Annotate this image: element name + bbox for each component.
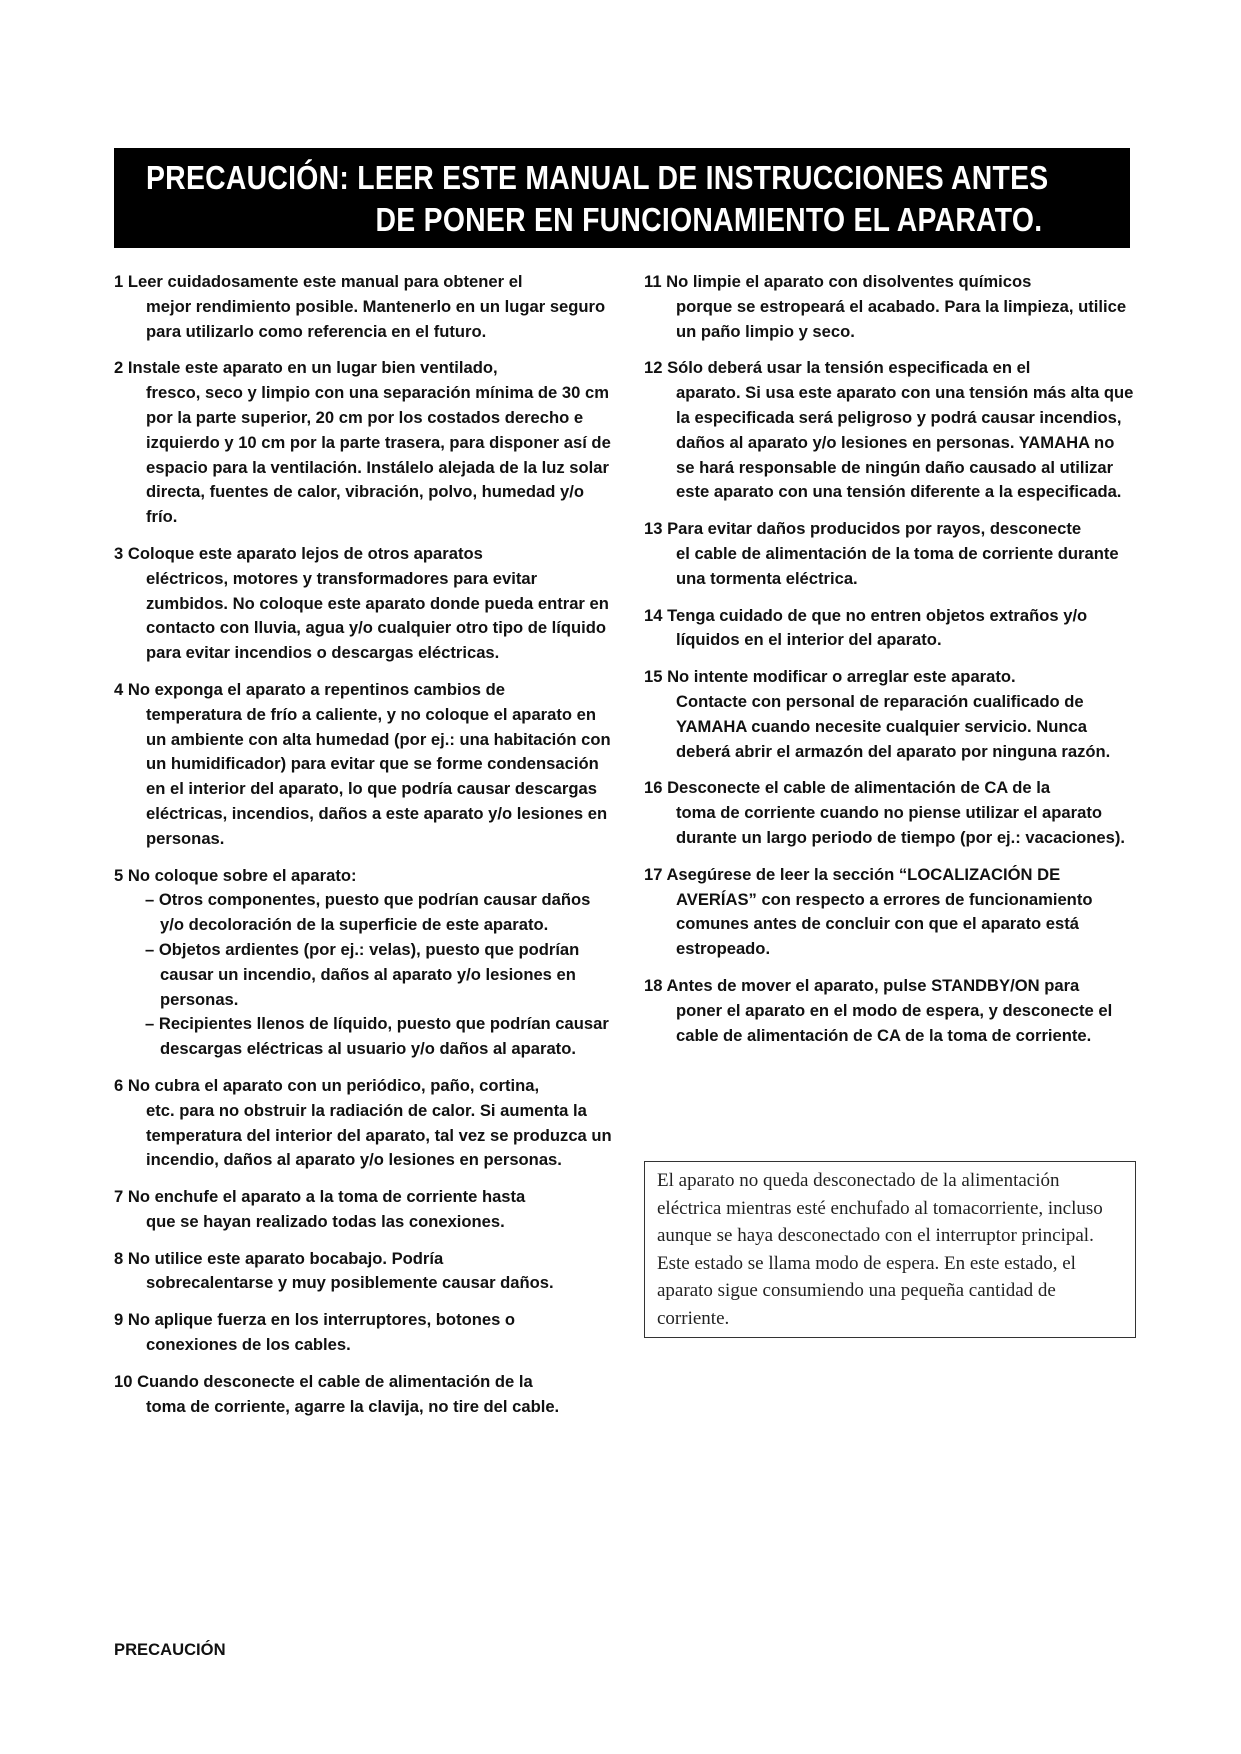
- item-text: temperatura de frío a caliente, y no coloque el aparato en un ambiente con alta humedad (por ej.: una habitación con un humidificador) para evitar que se forme condensación en el interior del aparato, lo que podría causar descargas eléctricas, incendios, daños a este aparato y/o lesiones en personas.: [146, 704, 611, 848]
- precaution-item-7: [114, 1185, 614, 1235]
- precaution-item-1: [114, 270, 614, 344]
- precaution-item-18: [644, 974, 1134, 1048]
- precaution-item-15: [644, 665, 1134, 764]
- item-text: Contacte con personal de reparación cualificado de YAMAHA cuando necesite cualquier servicio. Nunca deberá abrir el armazón del aparato por ninguna razón.: [676, 691, 1111, 761]
- item-text: aparato. Si usa este aparato con una tensión más alta que la especificada será peligroso y podrá causar incendios, daños al aparato y/o lesiones en personas. YAMAHA no se hará responsable de ningún daño causado al utilizar este aparato con una tensión diferente a la especificada.: [676, 383, 1134, 502]
- item-lead: 8 No utilice este aparato bocabajo. Podría: [114, 1248, 444, 1268]
- item-lead: 17 Asegúrese de leer la sección “LOCALIZACIÓN DE: [644, 864, 1061, 884]
- item-lead: 6 No cubra el aparato con un periódico, paño, cortina,: [114, 1075, 540, 1095]
- item-text: líquidos en el interior del aparato.: [676, 630, 942, 650]
- item-lead: 18 Antes de mover el aparato, pulse STANDBY/ON para: [644, 975, 1080, 995]
- item-lead: 4 No exponga el aparato a repentinos cambios de: [114, 679, 505, 699]
- item-text: conexiones de los cables.: [146, 1335, 351, 1355]
- page-footer-label: PRECAUCIÓN: [114, 1640, 226, 1659]
- item-lead: 2 Instale este aparato en un lugar bien ventilado,: [114, 358, 498, 378]
- item-text: sobrecalentarse y muy posiblemente causar daños.: [146, 1273, 554, 1293]
- precaution-item-3: [114, 542, 614, 666]
- precaution-item-14: [644, 604, 1134, 654]
- item-text: toma de corriente cuando no piense utilizar el aparato durante un largo periodo de tiempo (por ej.: vacaciones).: [676, 803, 1126, 847]
- item-text: poner el aparato en el modo de espera, y desconecte el cable de alimentación de CA de la toma de corriente.: [676, 1000, 1113, 1045]
- precaution-item-13: [644, 517, 1134, 591]
- precaution-item-5: [114, 864, 614, 1062]
- header-line-1: PRECAUCIÓN: LEER ESTE MANUAL DE INSTRUCCIONES ANTES: [146, 159, 1049, 196]
- item-text: fresco, seco y limpio con una separación mínima de 30 cm por la parte superior, 20 cm por los costados derecho e izquierdo y 10 cm por la parte trasera, para disponer así de espacio para la ventilación. Instálelo alejada de la luz solar directa, fuentes de calor, vibración, polvo, humedad y/o frío.: [146, 383, 611, 527]
- item-lead: 14 Tenga cuidado de que no entren objetos extraños y/o: [644, 605, 1088, 625]
- item-lead: 7 No enchufe el aparato a la toma de corriente hasta: [114, 1187, 526, 1207]
- item-text: etc. para no obstruir la radiación de calor. Si aumenta la temperatura del interior del aparato, tal vez se produzca un incendio, daños al aparato y/o lesiones en personas.: [146, 1100, 612, 1170]
- item-lead: 12 Sólo deberá usar la tensión especificada en el: [644, 358, 1031, 378]
- item-lead: 15 No intente modificar o arreglar este aparato.: [644, 667, 1016, 687]
- precaution-item-11: [644, 270, 1134, 344]
- precaution-item-4: [114, 678, 614, 852]
- item-lead: 9 No aplique fuerza en los interruptores, botones o: [114, 1310, 516, 1330]
- item-lead: 3 Coloque este aparato lejos de otros aparatos: [114, 543, 483, 563]
- item-lead: 5 No coloque sobre el aparato:: [114, 865, 357, 885]
- precaution-item-6: [114, 1074, 614, 1173]
- item-text: AVERÍAS” con respecto a errores de funcionamiento comunes antes de concluir con que el aparato está estropeado.: [676, 889, 1093, 959]
- item-text: el cable de alimentación de la toma de corriente durante una tormenta eléctrica.: [676, 543, 1119, 588]
- precaution-item-8: [114, 1247, 614, 1297]
- item-subpoint: – Recipientes llenos de líquido, puesto que podrían causar descargas eléctricas al usuario y/o daños al aparato.: [145, 1014, 609, 1059]
- precaution-item-17: [644, 863, 1134, 962]
- header-line-2: DE PONER EN FUNCIONAMIENTO EL APARATO.: [375, 201, 1042, 238]
- item-text: mejor rendimiento posible. Mantenerlo en un lugar seguro para utilizarlo como referencia en el futuro.: [146, 296, 606, 341]
- left-column: [114, 270, 614, 1431]
- item-lead: 11 No limpie el aparato con disolventes químicos: [644, 272, 1032, 291]
- precaution-item-16: [644, 776, 1134, 850]
- standby-notice-box: El aparato no queda desconectado de la alimentación eléctrica mientras esté enchufado al tomacorriente, incluso aunque se haya desconectado con el interruptor principal. Este estado se llama modo de espera. En este estado, el aparato sigue consumiendo una pequeña cantidad de corriente.: [644, 1161, 1136, 1338]
- right-column: [644, 270, 1134, 1060]
- item-text: eléctricos, motores y transformadores para evitar zumbidos. No coloque este aparato donde pueda entrar en contacto con lluvia, agua y/o cualquier otro tipo de líquido para evitar incendios o descargas eléctricas.: [146, 568, 609, 663]
- precaution-item-2: [114, 356, 614, 530]
- item-text: porque se estropeará el acabado. Para la limpieza, utilice un paño limpio y seco.: [676, 296, 1127, 341]
- page-header-banner: [114, 148, 1130, 248]
- item-subpoint: – Otros componentes, puesto que podrían causar daños y/o decoloración de la superficie de este aparato.: [145, 890, 591, 935]
- item-text: que se hayan realizado todas las conexiones.: [146, 1211, 505, 1231]
- precaution-item-10: [114, 1370, 614, 1420]
- item-lead: 1 Leer cuidadosamente este manual para obtener el: [114, 272, 523, 291]
- precaution-item-9: [114, 1308, 614, 1358]
- item-lead: 10 Cuando desconecte el cable de alimentación de la: [114, 1371, 533, 1391]
- precaution-item-12: [644, 356, 1134, 505]
- item-lead: 13 Para evitar daños producidos por rayos, desconecte: [644, 519, 1082, 539]
- item-text: toma de corriente, agarre la clavija, no tire del cable.: [146, 1396, 560, 1416]
- item-lead: 16 Desconecte el cable de alimentación de CA de la: [644, 778, 1051, 798]
- item-subpoint: – Objetos ardientes (por ej.: velas), puesto que podrían causar un incendio, daños al aparato y/o lesiones en personas.: [145, 939, 580, 1009]
